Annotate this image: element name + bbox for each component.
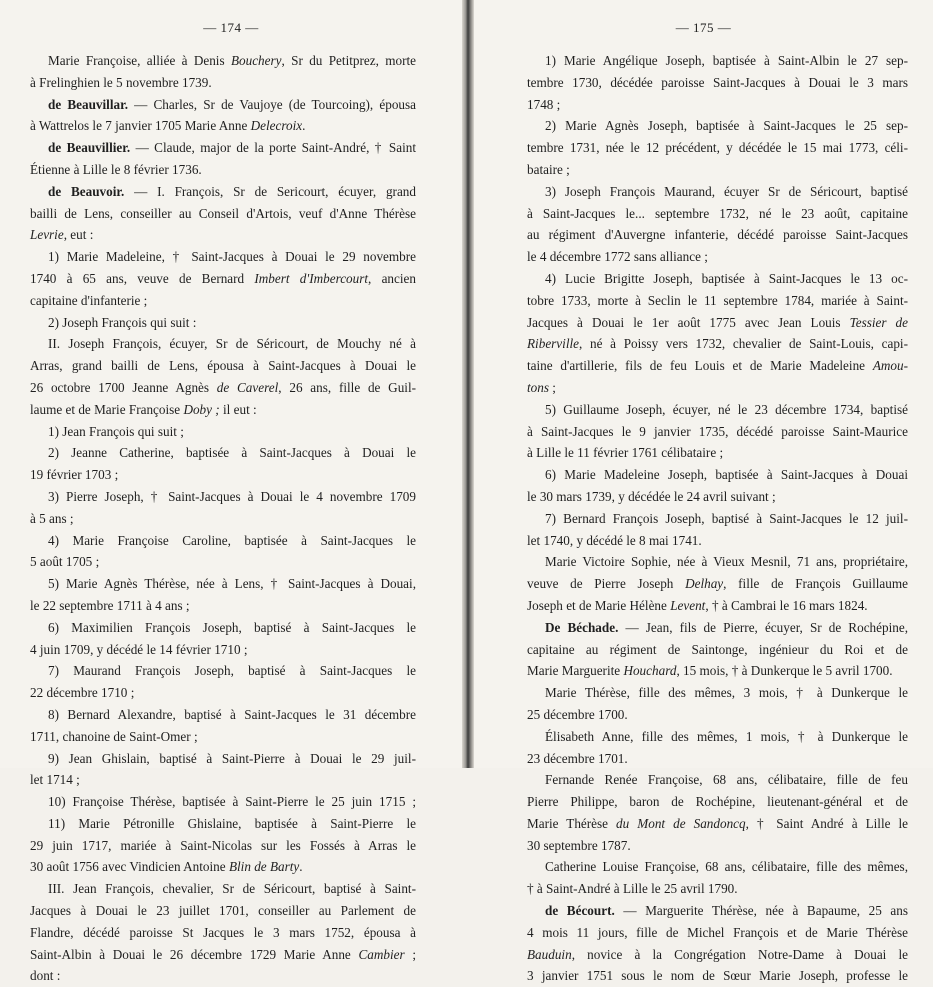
text-line bbox=[527, 508, 908, 530]
text-line bbox=[30, 900, 416, 922]
italic-name: tons bbox=[527, 379, 549, 395]
text-line bbox=[30, 704, 416, 726]
entry-heading: de Bécourt. bbox=[545, 903, 615, 919]
entry-heading: de Beauvillar. bbox=[48, 96, 129, 112]
text-run: à Saint-Jacques le 9 janvier 1735, décédé paroisse Saint-Maurice bbox=[527, 423, 908, 439]
italic-name: Levrie bbox=[30, 227, 64, 243]
text-line bbox=[30, 355, 416, 377]
text-run: 6) Maximilien François Joseph, baptisé à Saint-Jacques le bbox=[48, 619, 416, 635]
text-run: Jacques à Douai le 23 juillet 1701, conseiller au Parlement de bbox=[30, 903, 416, 919]
text-line bbox=[30, 791, 416, 813]
text-run: , novice à la Congrégation Notre-Dame à Douai le bbox=[571, 946, 908, 962]
text-run: 29 juin 1717, mariée à Saint-Nicolas sur les Fossés à Arras le bbox=[30, 837, 416, 853]
italic-name: Delhay bbox=[685, 576, 724, 592]
text-run: dont : bbox=[30, 968, 61, 984]
text-run: 2) Marie Agnès Joseph, baptisée à Saint-Jacques le 25 sep- bbox=[545, 118, 908, 134]
text-line bbox=[30, 617, 416, 639]
text-line bbox=[527, 268, 908, 290]
text-line bbox=[527, 312, 908, 334]
text-run: 4) Marie Françoise Caroline, baptisée à Saint-Jacques le bbox=[48, 532, 416, 548]
text-line bbox=[30, 769, 416, 791]
text-run: 2) Joseph François qui suit : bbox=[48, 314, 197, 330]
text-run: Étienne à Lille le 8 février 1736. bbox=[30, 161, 202, 177]
text-run: 11) Marie Pétronille Ghislaine, baptisée à Saint-Pierre le bbox=[48, 815, 416, 831]
text-run: Fernande Renée Françoise, 68 ans, célibataire, fille de feu bbox=[545, 772, 908, 788]
text-run: Marie Victoire Sophie, née à Vieux Mesnil, 71 ans, propriétaire, bbox=[545, 554, 908, 570]
text-line bbox=[30, 944, 416, 966]
text-line bbox=[30, 551, 416, 573]
text-line bbox=[527, 660, 908, 682]
text-line bbox=[527, 878, 908, 900]
text-line bbox=[527, 900, 908, 922]
text-line bbox=[527, 464, 908, 486]
text-line bbox=[30, 530, 416, 552]
text-line bbox=[30, 835, 416, 857]
text-line bbox=[30, 159, 416, 181]
text-run: Élisabeth Anne, fille des mêmes, 1 mois, † à Dunkerque le bbox=[545, 728, 908, 744]
text-line bbox=[30, 312, 416, 334]
text-line bbox=[30, 682, 416, 704]
text-run: , eut : bbox=[63, 227, 94, 243]
text-line bbox=[30, 421, 416, 443]
text-run: 3) Pierre Joseph, † Saint-Jacques à Douai le 4 novembre 1709 bbox=[48, 488, 416, 504]
italic-name: Imbert d'Imbercourt bbox=[254, 270, 369, 286]
text-run: 19 février 1703 ; bbox=[30, 467, 119, 483]
text-line bbox=[30, 464, 416, 486]
entry-heading: de Beauvoir. bbox=[48, 183, 125, 199]
text-line bbox=[30, 726, 416, 748]
text-line bbox=[527, 181, 908, 203]
text-run: à Wattrelos le 7 janvier 1705 Marie Anne bbox=[30, 118, 251, 134]
text-run: , 26 ans, fille de Guil- bbox=[278, 379, 417, 395]
text-line bbox=[30, 72, 416, 94]
text-line bbox=[30, 399, 416, 421]
text-run: à Lille le 11 février 1761 célibataire ; bbox=[527, 445, 724, 461]
text-line bbox=[30, 115, 416, 137]
text-run: 4) Lucie Brigitte Joseph, baptisée à Saint-Jacques le 13 oc- bbox=[545, 270, 908, 286]
text-run: — Marguerite Thérèse, née à Bapaume, 25 ans bbox=[614, 903, 908, 919]
text-line bbox=[527, 530, 908, 552]
text-line bbox=[527, 791, 908, 813]
book-gutter bbox=[462, 0, 474, 768]
text-run: à 5 ans ; bbox=[30, 510, 74, 526]
right-page bbox=[474, 0, 933, 984]
italic-name: Houchard bbox=[623, 663, 677, 679]
text-line bbox=[527, 835, 908, 857]
text-line bbox=[527, 551, 908, 573]
text-line bbox=[527, 813, 908, 835]
italic-name: de Caverel bbox=[216, 379, 279, 395]
italic-name: Bouchery bbox=[230, 53, 282, 68]
italic-name: Cambier bbox=[358, 946, 405, 962]
text-line bbox=[30, 203, 416, 225]
text-line bbox=[30, 748, 416, 770]
text-run: 23 décembre 1701. bbox=[527, 750, 628, 766]
text-run: II. Joseph François, écuyer, Sr de Séricourt, de Mouchy né à bbox=[48, 336, 416, 352]
text-line bbox=[527, 224, 908, 246]
text-line bbox=[527, 333, 908, 355]
text-run: ; bbox=[548, 379, 556, 395]
text-run: 10) Françoise Thérèse, baptisée à Saint-Pierre le 25 juin 1715 ; bbox=[48, 794, 416, 810]
text-line bbox=[527, 50, 908, 72]
text-run: 30 août 1756 avec Vindicien Antoine bbox=[30, 859, 229, 875]
text-line bbox=[30, 50, 416, 72]
text-run: Joseph et de Marie Hélène bbox=[527, 597, 671, 613]
text-run: 5 août 1705 ; bbox=[30, 554, 100, 570]
text-line bbox=[527, 421, 908, 443]
text-run: 8) Bernard Alexandre, baptisé à Saint-Jacques le 31 décembre bbox=[48, 706, 416, 722]
text-line bbox=[30, 856, 416, 878]
text-line bbox=[527, 595, 908, 617]
text-line bbox=[30, 878, 416, 900]
text-line bbox=[30, 639, 416, 661]
text-run: — I. François, Sr de Sericourt, écuyer, grand bbox=[124, 183, 416, 199]
text-run: , † Saint André à Lille le bbox=[745, 815, 909, 831]
text-run: Jacques à Douai le 1er août 1775 avec Jean Louis bbox=[527, 314, 850, 330]
italic-name: Levent bbox=[670, 597, 706, 613]
text-run: let 1740, y décédé le 8 mai 1741. bbox=[527, 532, 702, 548]
italic-name: Delecroix bbox=[250, 118, 303, 134]
text-run: , fille de François Guillaume bbox=[723, 576, 908, 592]
text-run: au régiment d'Auvergne infanterie, décédé paroisse Saint-Jacques bbox=[527, 227, 908, 243]
text-line bbox=[527, 769, 908, 791]
text-run: il eut : bbox=[219, 401, 257, 417]
text-run: capitaine d'infanterie ; bbox=[30, 292, 148, 308]
text-run: bataire ; bbox=[527, 161, 570, 177]
text-run: 5) Guillaume Joseph, écuyer, né le 23 décembre 1734, baptisé bbox=[545, 401, 908, 417]
text-run: 30 septembre 1787. bbox=[527, 837, 631, 853]
text-run: Catherine Louise Françoise, 68 ans, célibataire, fille des mêmes, bbox=[545, 859, 908, 875]
text-run: 4 mois 11 jours, fille de Michel François et de Marie Thérèse bbox=[527, 924, 908, 940]
text-line bbox=[30, 508, 416, 530]
text-line bbox=[527, 639, 908, 661]
text-run: , 15 mois, † à Dunkerque le 5 avril 1700. bbox=[676, 663, 893, 679]
text-line bbox=[527, 856, 908, 878]
text-line bbox=[30, 813, 416, 835]
text-line bbox=[527, 944, 908, 966]
text-line bbox=[30, 290, 416, 312]
text-run: 3 janvier 1751 sous le nom de Sœur Marie Joseph, professe le bbox=[527, 968, 908, 984]
text-run: Marie Françoise, alliée à Denis bbox=[48, 53, 231, 68]
text-line bbox=[30, 268, 416, 290]
text-line bbox=[527, 377, 908, 399]
text-run: bailli de Lens, conseiller au Conseil d'Artois, veuf d'Anne Thérèse bbox=[30, 205, 416, 221]
text-run: 1748 ; bbox=[527, 96, 561, 112]
text-line bbox=[527, 682, 908, 704]
text-run: 7) Bernard François Joseph, baptisé à Saint-Jacques le 12 juil- bbox=[545, 510, 908, 526]
italic-name: Bauduin bbox=[527, 946, 572, 962]
text-line bbox=[30, 595, 416, 617]
text-line bbox=[527, 442, 908, 464]
text-run: 5) Marie Agnès Thérèse, née à Lens, † Saint-Jacques à Douai, bbox=[48, 576, 416, 592]
text-run: le 30 mars 1739, y décédée le 24 avril suivant ; bbox=[527, 488, 776, 504]
text-line bbox=[527, 94, 908, 116]
text-run: 1) Jean François qui suit ; bbox=[48, 423, 184, 439]
entry-heading: De Béchade. bbox=[545, 619, 619, 635]
text-run: 22 décembre 1710 ; bbox=[30, 685, 135, 701]
text-run: tembre 1731, née le 12 précédent, y décédée le 15 mai 1773, céli- bbox=[527, 140, 908, 156]
text-line bbox=[527, 203, 908, 225]
text-line bbox=[30, 224, 416, 246]
text-run: laume et de Marie Françoise bbox=[30, 401, 184, 417]
text-line bbox=[30, 442, 416, 464]
text-run: Marie Thérèse bbox=[527, 815, 617, 831]
text-run: Saint-Albin à Douai le 26 décembre 1729 Marie Anne bbox=[30, 946, 359, 962]
text-run: Marie Thérèse, fille des mêmes, 3 mois, † à Dunkerque le bbox=[545, 685, 908, 701]
text-line bbox=[527, 115, 908, 137]
text-line bbox=[527, 137, 908, 159]
text-run: Pierre Philippe, baron de Rochépine, lieutenant-général et de bbox=[527, 794, 908, 810]
text-run: Flandre, décédé paroisse St Jacques le 3 mars 1752, épousa à bbox=[30, 924, 416, 940]
text-line bbox=[30, 486, 416, 508]
text-line bbox=[527, 573, 908, 595]
text-line bbox=[527, 290, 908, 312]
text-run: 4 juin 1709, y décédé le 14 février 1710 ; bbox=[30, 641, 248, 657]
entry-heading: de Beauvillier. bbox=[48, 140, 131, 156]
text-line bbox=[527, 486, 908, 508]
page-number: — 175 — bbox=[675, 20, 732, 35]
text-run: tobre 1733, morte à Seclin le 11 septembre 1784, mariée à Saint- bbox=[527, 292, 908, 308]
italic-name: Doby ; bbox=[183, 401, 220, 417]
page-number: — 174 — bbox=[203, 20, 259, 35]
text-line bbox=[527, 399, 908, 421]
text-line bbox=[30, 181, 416, 203]
text-run: à Frelinghien le 5 novembre 1739. bbox=[30, 74, 212, 90]
text-run: let 1714 ; bbox=[30, 772, 80, 788]
text-line bbox=[527, 355, 908, 377]
text-run: 6) Marie Madeleine Joseph, baptisée à Saint-Jacques à Douai bbox=[545, 467, 908, 483]
text-run: veuve de Pierre Joseph bbox=[527, 576, 686, 592]
text-line bbox=[527, 617, 908, 639]
text-line bbox=[30, 377, 416, 399]
text-line bbox=[527, 72, 908, 94]
text-run: Arras, grand bailli de Lens, épousa à Saint-Jacques à Douai le bbox=[30, 358, 416, 374]
text-run: . bbox=[299, 859, 303, 875]
text-run: 3) Joseph François Maurand, écuyer Sr de Séricourt, baptisé bbox=[545, 183, 908, 199]
text-run: , né à Poissy vers 1732, chevalier de Saint-Louis, capi- bbox=[579, 336, 908, 352]
text-run: — Claude, major de la porte Saint-André, † Saint bbox=[130, 140, 416, 156]
text-line bbox=[30, 573, 416, 595]
text-run: 2) Jeanne Catherine, baptisée à Saint-Jacques à Douai le bbox=[48, 445, 416, 461]
text-run: , ancien bbox=[368, 270, 416, 286]
text-run: 1) Marie Madeleine, † Saint-Jacques à Douai le 29 novembre bbox=[48, 249, 416, 265]
text-run: ; bbox=[404, 946, 416, 962]
text-run: à Saint-Jacques le... septembre 1732, né le 23 août, capitaine bbox=[527, 205, 908, 221]
text-run: 7) Maurand François Joseph, baptisé à Saint-Jacques le bbox=[48, 663, 416, 679]
text-run: — Jean, fils de Pierre, écuyer, Sr de Rochépine, bbox=[618, 619, 908, 635]
italic-name: Blin de Barty bbox=[228, 859, 300, 875]
text-run: . bbox=[302, 118, 306, 134]
text-run: — Charles, Sr de Vaujoye (de Tourcoing), épousa bbox=[128, 96, 416, 112]
text-line bbox=[527, 704, 908, 726]
text-run: le 22 septembre 1711 à 4 ans ; bbox=[30, 597, 190, 613]
text-run: † à Saint-André à Lille le 25 avril 1790. bbox=[527, 881, 738, 897]
text-run: III. Jean François, chevalier, Sr de Séricourt, baptisé à Saint- bbox=[48, 881, 416, 897]
text-line bbox=[527, 726, 908, 748]
text-run: 1) Marie Angélique Joseph, baptisée à Saint-Albin le 27 sep- bbox=[545, 53, 908, 68]
text-line bbox=[30, 137, 416, 159]
italic-name: Tessier de bbox=[849, 314, 908, 330]
text-line bbox=[30, 922, 416, 944]
text-line bbox=[30, 94, 416, 116]
text-line bbox=[527, 748, 908, 770]
text-line bbox=[527, 246, 908, 268]
text-run: 26 octobre 1700 Jeanne Agnès bbox=[30, 379, 217, 395]
text-run: le 4 décembre 1772 sans alliance ; bbox=[527, 249, 708, 265]
text-line bbox=[527, 159, 908, 181]
text-run: 25 décembre 1700. bbox=[527, 706, 628, 722]
text-line bbox=[30, 660, 416, 682]
text-line bbox=[527, 922, 908, 944]
text-column bbox=[527, 50, 908, 987]
text-run: capitaine au régiment de Saintonge, ingénieur du Roi et de bbox=[527, 641, 908, 657]
text-run: tembre 1730, décédée paroisse Saint-Jacques à Douai le 3 mars bbox=[527, 74, 908, 90]
italic-name: Riberville bbox=[527, 336, 579, 352]
text-line bbox=[527, 965, 908, 987]
text-line bbox=[30, 246, 416, 268]
text-run: 9) Jean Ghislain, baptisé à Saint-Pierre à Douai le 29 juil- bbox=[48, 750, 416, 766]
text-line bbox=[30, 333, 416, 355]
text-line bbox=[30, 965, 416, 987]
italic-name: Amou- bbox=[872, 358, 908, 374]
text-run: 1740 à 65 ans, veuve de Bernard bbox=[30, 270, 255, 286]
text-run: , Sr du Petitprez, morte bbox=[281, 53, 416, 68]
text-run: , † à Cambrai le 16 mars 1824. bbox=[705, 597, 868, 613]
text-run: 1711, chanoine de Saint-Omer ; bbox=[30, 728, 198, 744]
text-run: Marie Marguerite bbox=[527, 663, 624, 679]
left-page bbox=[0, 0, 462, 984]
italic-name: du Mont de Sandoncq bbox=[616, 815, 746, 831]
text-run: taine d'artillerie, fils de feu Louis et de Marie Madeleine bbox=[527, 358, 873, 374]
text-column bbox=[30, 50, 416, 987]
